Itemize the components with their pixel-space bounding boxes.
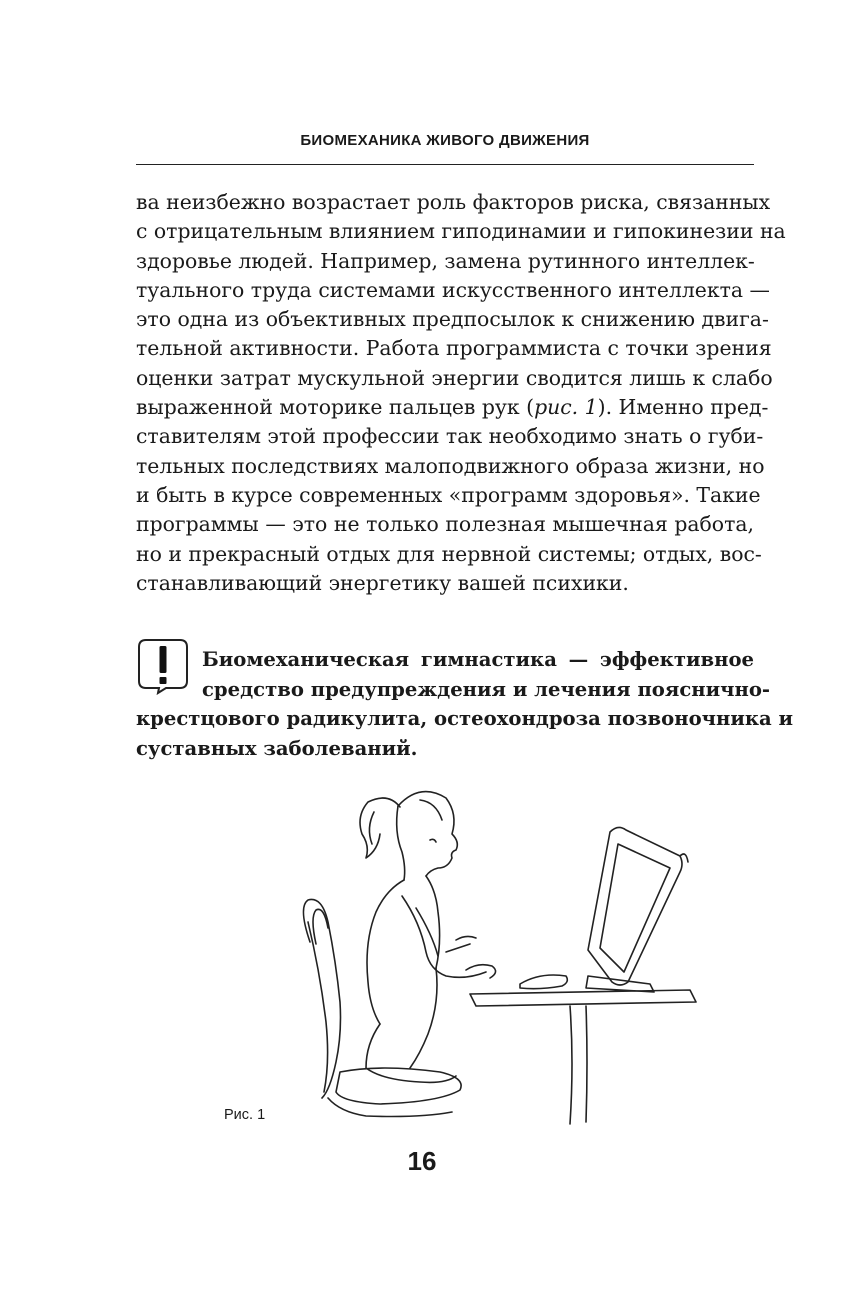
- text-line: ставителям этой профессии так необходимо знать о губи-: [136, 424, 764, 449]
- text-line: программы — это не только полезная мышечная работа,: [136, 512, 754, 537]
- page-number: 16: [407, 1146, 437, 1176]
- figure-reference: рис. 1: [534, 395, 598, 420]
- figure-caption: Рис. 1: [224, 1107, 266, 1123]
- body-paragraph: [136, 188, 786, 598]
- text-line: и быть в курсе современных «программ здоровья». Такие: [136, 482, 761, 507]
- callout-note: [136, 645, 794, 763]
- text-line: туального труда системами искусственного интеллекта —: [136, 277, 770, 302]
- running-header: БИОМЕХАНИКА ЖИВОГО ДВИЖЕНИЯ: [300, 132, 590, 149]
- text-line: это одна из объективных предпосылок к снижению двига-: [136, 307, 769, 332]
- text-line: с отрицательным влиянием гиподинамии и гипокинезии на: [136, 219, 786, 244]
- callout-line: суставных заболеваний.: [136, 736, 418, 760]
- header-rule: [136, 164, 754, 165]
- text-line: ва неизбежно возрастает роль факторов риска, связанных: [136, 190, 771, 214]
- text-line-last: станавливающий энергетику вашей психики.: [136, 570, 629, 595]
- text-line: тельной активности. Работа программиста с точки зрения: [136, 336, 772, 361]
- illustration-woman-at-computer: [270, 772, 700, 1132]
- text-fragment: ). Именно пред-: [597, 395, 769, 420]
- text-line: но и прекрасный отдых для нервной системы; отдых, вос-: [136, 541, 762, 566]
- exclamation-icon: [136, 637, 190, 695]
- text-line: оценки затрат мускульной энергии сводится лишь к слабо: [136, 365, 773, 390]
- text-fragment: выраженной моторике пальцев рук (: [136, 395, 535, 420]
- text-line-with-figure-ref: [136, 393, 769, 422]
- callout-line: средство предупреждения и лечения пояснично-: [202, 677, 771, 701]
- text-line: тельных последствиях малоподвижного образа жизни, но: [136, 453, 765, 478]
- text-line: здоровье людей. Например, замена рутинного интеллек-: [136, 248, 755, 273]
- callout-line: крестцового радикулита, остеохондроза позвоночника и: [136, 707, 794, 730]
- callout-line: Биомеханическая гимнастика — эффективное: [202, 648, 754, 671]
